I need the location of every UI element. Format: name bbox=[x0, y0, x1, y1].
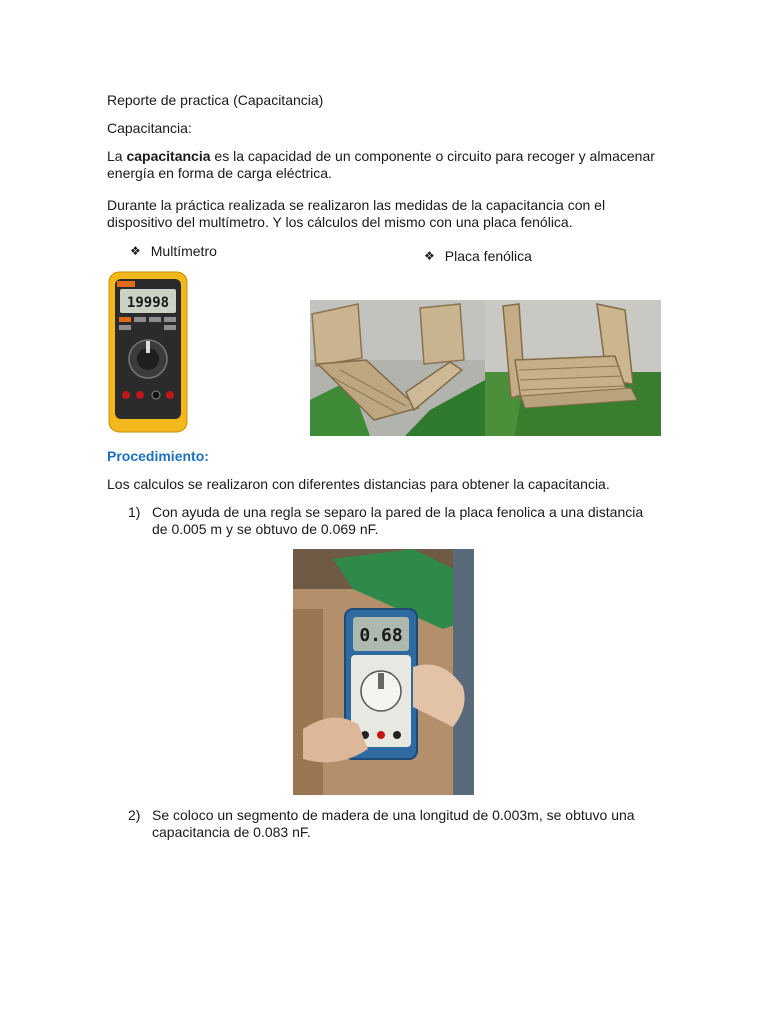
report-subtitle: Capacitancia: bbox=[107, 120, 192, 136]
phenolic-plate-photo-open bbox=[310, 300, 485, 436]
bullet-diamond-icon: ❖ bbox=[130, 244, 141, 258]
multimeter-illustration bbox=[108, 271, 188, 433]
bullet-phenolic-plate bbox=[424, 248, 532, 265]
measurement-display-value: 0.68 bbox=[359, 625, 403, 646]
intro-paragraph bbox=[107, 148, 667, 182]
bullet-multimeter bbox=[130, 243, 217, 260]
step-number: 2) bbox=[128, 807, 141, 823]
procedure-step bbox=[128, 504, 662, 538]
procedure-step bbox=[128, 807, 662, 841]
step-number: 1) bbox=[128, 504, 141, 520]
procedure-heading: Procedimiento: bbox=[107, 448, 209, 464]
report-title: Reporte de practica (Capacitancia) bbox=[107, 92, 324, 108]
step-text: Con ayuda de una regla se separo la pared de la placa fenolica a una distancia de 0.005 m y se obtuvo de 0.069 nF. bbox=[152, 504, 644, 537]
phenolic-plate-photo-closed bbox=[485, 300, 661, 436]
step-text: Se coloco un segmento de madera de una longitud de 0.003m, se obtuvo una capacitancia de 0.083 nF. bbox=[152, 807, 635, 840]
procedure-intro: Los calculos se realizaron con diferentes distancias para obtener la capacitancia. bbox=[107, 476, 610, 492]
bullet-diamond-icon: ❖ bbox=[424, 249, 435, 263]
measurement-photo bbox=[293, 549, 474, 795]
intro-prefix: La bbox=[107, 148, 127, 164]
practice-paragraph: Durante la práctica realizada se realizaron las medidas de la capacitancia con el dispositivo del multímetro. Y los cálculos del mismo con una placa fenólica. bbox=[107, 197, 606, 230]
multimeter-display-value: 19998 bbox=[126, 295, 170, 311]
multimeter-photo bbox=[108, 271, 188, 433]
bullet-label: Multímetro bbox=[150, 243, 217, 259]
intro-rest: es la capacidad de un componente o circuito para recoger y almacenar energía en forma de carga eléctrica. bbox=[107, 148, 655, 181]
intro-bold-term: capacitancia bbox=[126, 148, 211, 164]
measurement-illustration bbox=[293, 549, 474, 795]
plate-open-illustration bbox=[310, 300, 485, 436]
bullet-label: Placa fenólica bbox=[444, 248, 532, 264]
plate-closed-illustration bbox=[485, 300, 661, 436]
